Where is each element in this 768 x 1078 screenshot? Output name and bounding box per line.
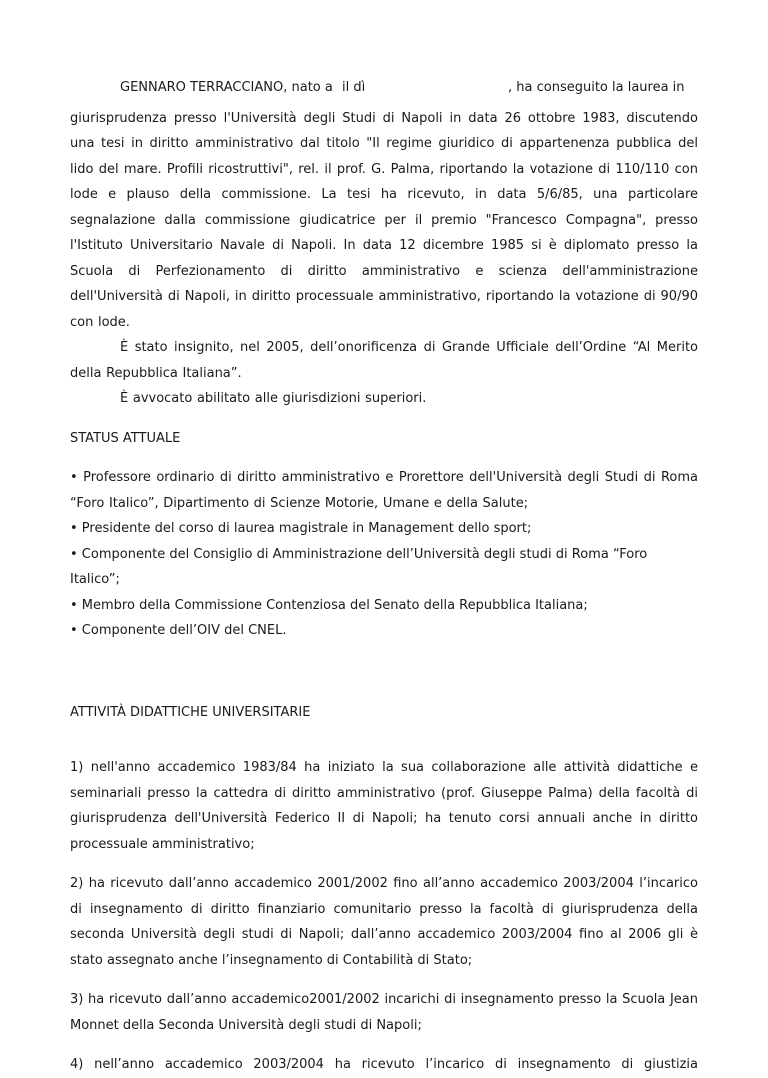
status-item: • Componente dell’OIV del CNEL.: [70, 623, 287, 638]
status-heading: STATUS ATTUALE: [70, 430, 181, 446]
teaching-item: 2) ha ricevuto dall’anno accademico 2001/2002 fino all’anno accademico 2003/2004 l’incarico di insegnamento di diritto finanziario comunitario presso la facoltà di giurisprudenza della seconda Università degli studi di Napoli; dall’anno accademico 2003/2004 fino al 2006 gli è stato assegnato anche l’insegnamento di Contabilità di Stato;: [70, 876, 698, 968]
word: accademico: [164, 1057, 243, 1072]
word: 4): [70, 1057, 84, 1072]
honor-paragraph: È stato insignito, nel 2005, dell’onorificenza di Grande Ufficiale dell’Ordine “Al Merito della Repubblica Italiana”.: [70, 340, 698, 381]
word: di: [621, 1057, 634, 1072]
word: ha: [334, 1057, 351, 1072]
teaching-list: [70, 755, 698, 1078]
word: ricevuto: [361, 1057, 415, 1072]
intro-first-line: [70, 80, 698, 106]
word: l’incarico: [425, 1057, 485, 1072]
intro-degree: , ha conseguito la laurea in: [508, 80, 685, 95]
intro-paragraph: giurisprudenza presso l'Università degli Studi di Napoli in data 26 ottobre 1983, discutendo una tesi in diritto amministrativo dal titolo "Il regime giuridico di appartenenza pubblica del lido del mare. Profili ricostruttivi", rel. il prof. G. Palma, riportando la votazione di 110/110 con lode e plauso della commissione. La tesi ha ricevuto, in data 5/6/85, una particolare segnalazione dalla commissione giudicatrice per il premio "Francesco Compagna", presso l'Istituto Universitario Navale di Napoli. In data 12 dicembre 1985 si è diplomato presso la Scuola di Perfezionamento di diritto amministrativo e scienza dell'amministrazione dell'Università di Napoli, in diritto processuale amministrativo, riportando la votazione di 90/90 con lode.: [70, 110, 698, 330]
status-item: • Componente del Consiglio di Amministrazione dell’Università degli studi di Roma “Foro Italico”;: [70, 546, 648, 587]
status-item: • Presidente del corso di laurea magistrale in Management dello sport;: [70, 521, 532, 536]
intro-born: il dì: [342, 80, 366, 95]
status-list: [70, 465, 698, 644]
word: di: [495, 1057, 507, 1072]
word: insegnamento: [517, 1057, 611, 1072]
teaching-heading: ATTIVITÀ DIDATTICHE UNIVERSITARIE: [70, 704, 311, 720]
word: giustizia: [643, 1057, 698, 1072]
word: 2003/2004: [253, 1057, 324, 1072]
word: nell’anno: [94, 1057, 155, 1072]
lawyer-paragraph: È avvocato abilitato alle giurisdizioni superiori.: [120, 391, 427, 406]
status-item: • Membro della Commissione Contenziosa del Senato della Repubblica Italiana;: [70, 597, 588, 613]
intro-name: GENNARO TERRACCIANO, nato a: [120, 80, 333, 95]
teaching-item-4: [70, 1052, 698, 1078]
teaching-item: 3) ha ricevuto dall’anno accademico2001/2002 incarichi di insegnamento presso la Scuola Jean Monnet della Seconda Università degli studi di Napoli;: [70, 992, 698, 1033]
teaching-item: 1) nell'anno accademico 1983/84 ha iniziato la sua collaborazione alle attività didattiche e seminariali presso la cattedra di diritto amministrativo (prof. Giuseppe Palma) della facoltà di giurisprudenza dell'Università Federico II di Napoli; ha tenuto corsi annuali anche in diritto processuale amministrativo;: [70, 760, 698, 852]
status-item: • Professore ordinario di diritto amministrativo e Prorettore dell'Università degli Studi di Roma “Foro Italico”, Dipartimento di Scienze Motorie, Umane e della Salute;: [70, 470, 698, 511]
document-page: [70, 80, 698, 1078]
